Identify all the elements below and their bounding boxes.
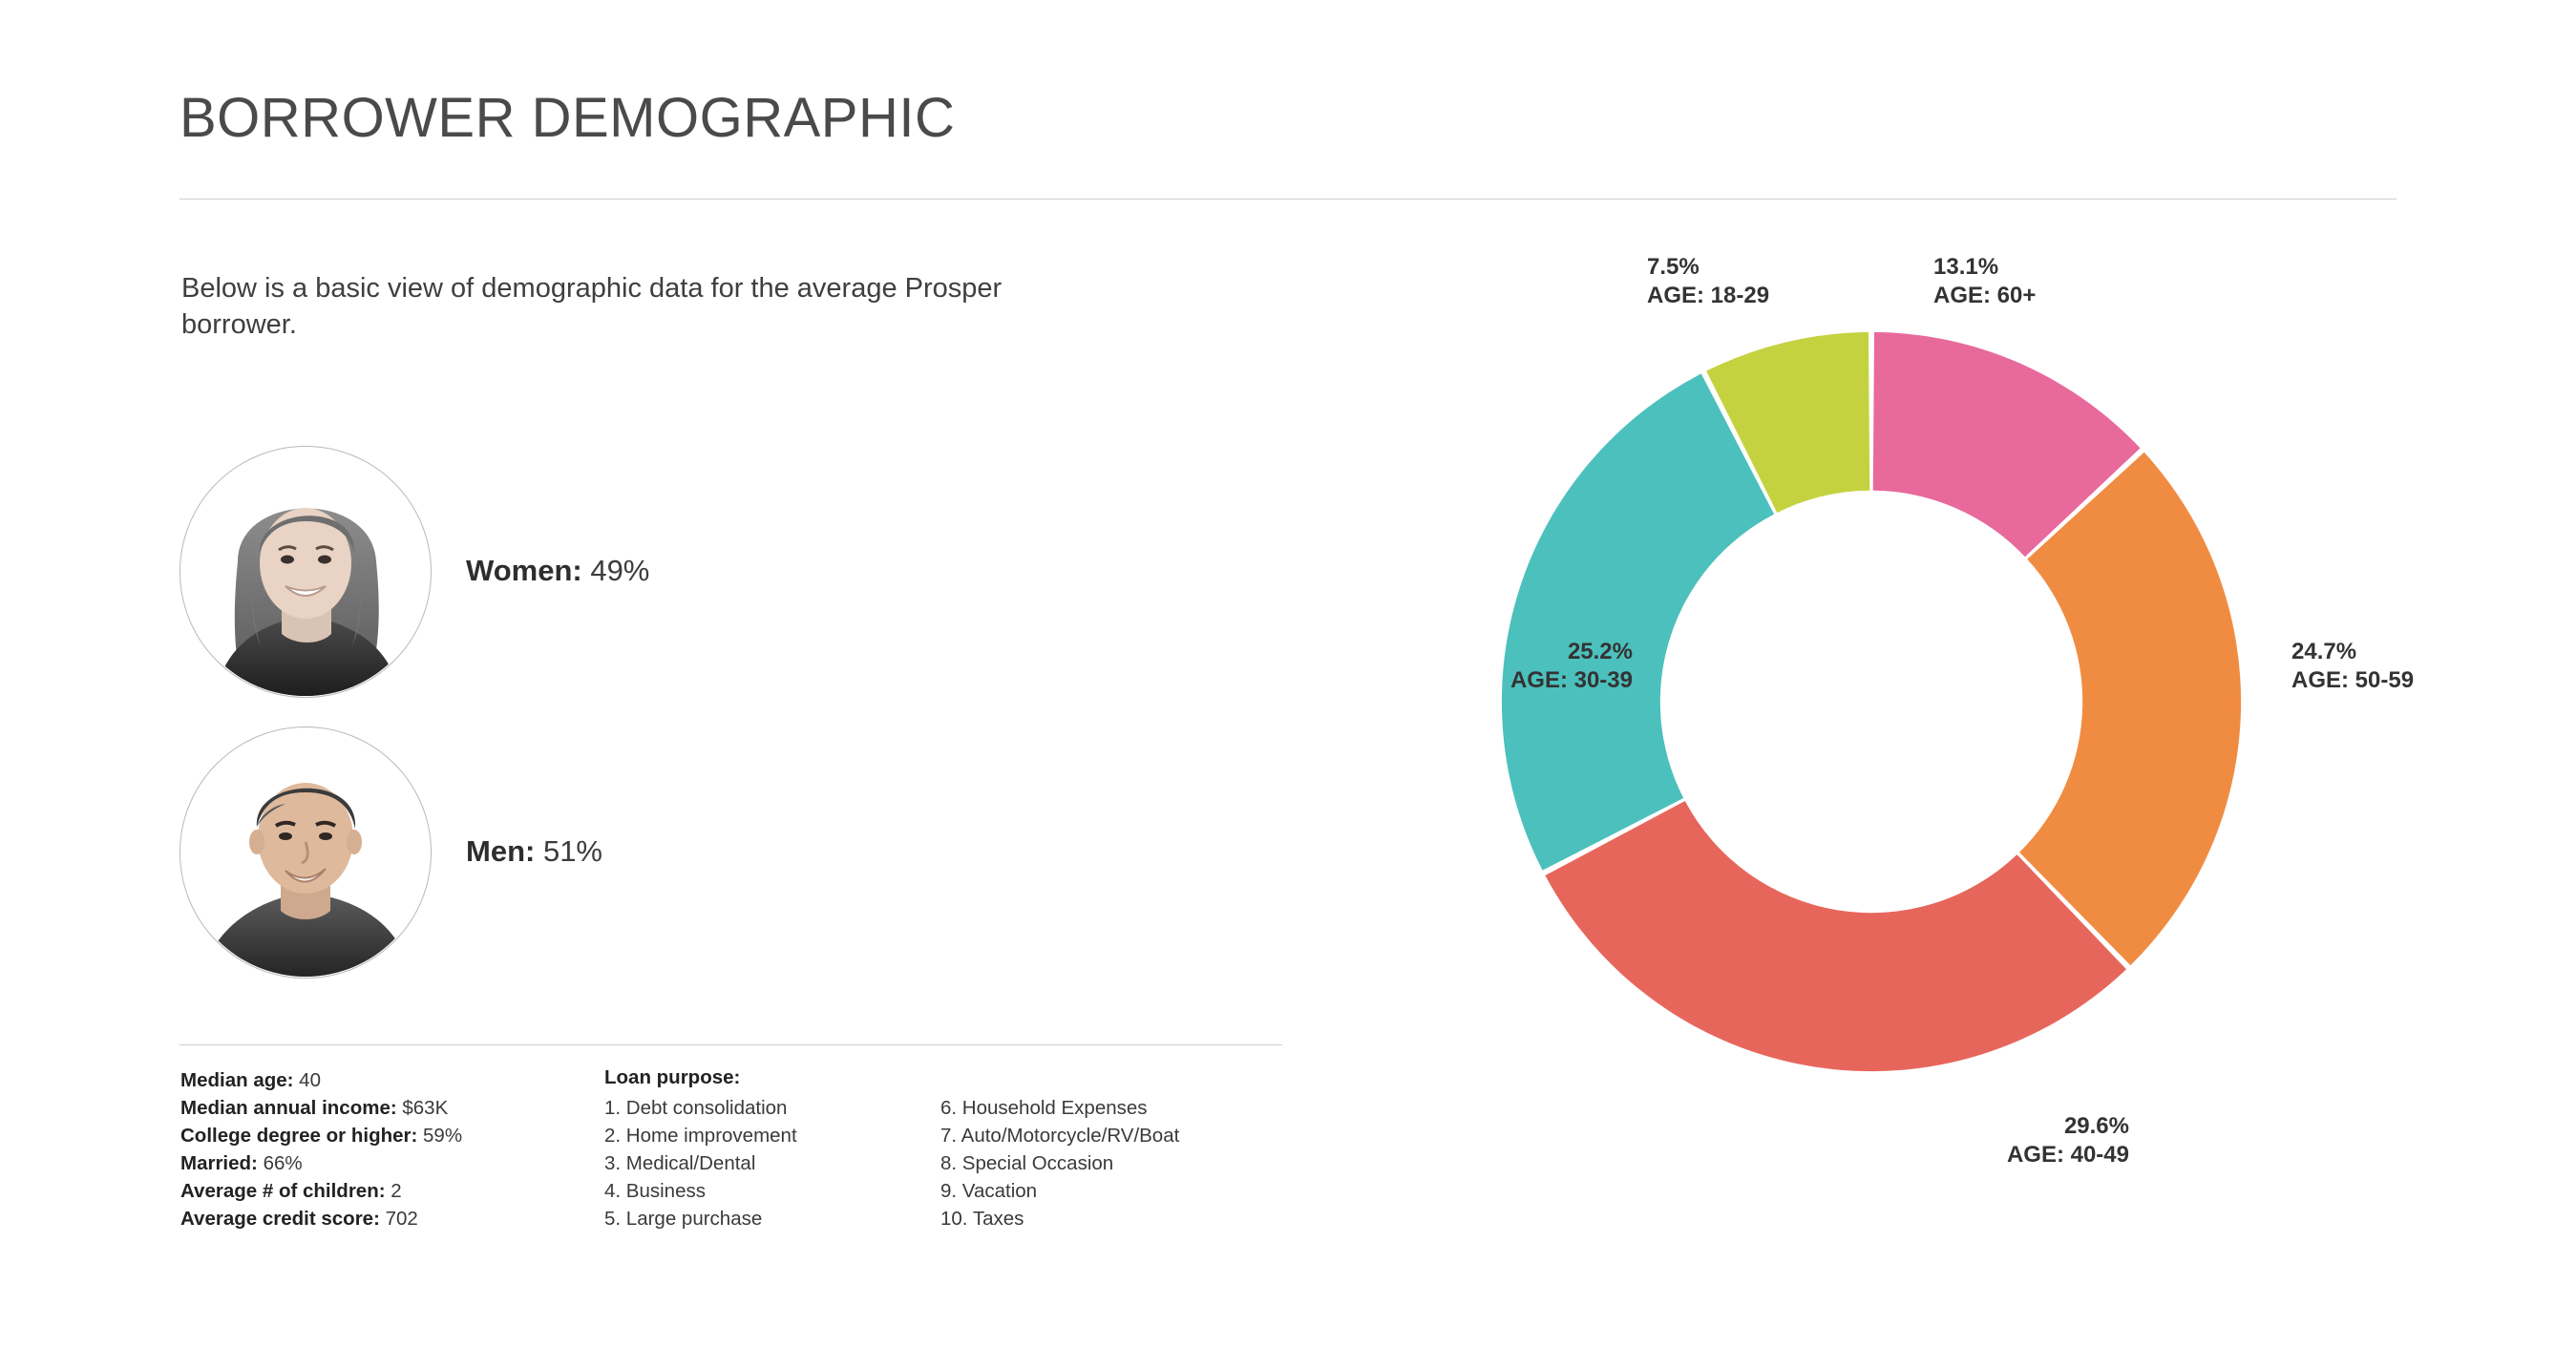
gender-row-women bbox=[179, 446, 650, 698]
slice-label-30-39 bbox=[1451, 638, 1633, 695]
men-label-text: Men: bbox=[466, 834, 536, 868]
list-item: 2. Home improvement bbox=[604, 1125, 797, 1147]
women-label-text: Women: bbox=[466, 554, 582, 587]
slice-percent: 7.5% bbox=[1647, 254, 1700, 280]
stat-value: 2 bbox=[391, 1180, 402, 1202]
avatar-woman bbox=[179, 446, 432, 698]
list-item: 5. Large purchase bbox=[604, 1208, 763, 1230]
stat-row bbox=[180, 1177, 462, 1205]
stat-label: Median annual income: bbox=[180, 1097, 397, 1119]
list-item: 7. Auto/Motorcycle/RV/Boat bbox=[940, 1125, 1180, 1147]
slice-label-60-plus bbox=[1933, 253, 2036, 310]
stats-divider bbox=[179, 1044, 1282, 1045]
slice-age: AGE: 40-49 bbox=[2006, 1142, 2129, 1168]
slice-age: AGE: 18-29 bbox=[1647, 283, 1770, 308]
loan-purpose-heading: Loan purpose: bbox=[604, 1066, 741, 1088]
slice-age: AGE: 60+ bbox=[1933, 283, 2037, 308]
stat-row bbox=[180, 1094, 462, 1122]
slice-percent: 25.2% bbox=[1567, 639, 1633, 664]
list-item: 6. Household Expenses bbox=[940, 1097, 1148, 1119]
stat-row bbox=[180, 1066, 462, 1094]
donut-svg bbox=[1494, 325, 2249, 1079]
slice-percent: 24.7% bbox=[2291, 639, 2357, 664]
man-portrait-icon bbox=[180, 727, 431, 978]
page-title: BORROWER DEMOGRAPHIC bbox=[179, 87, 956, 149]
men-value-text: 51% bbox=[542, 834, 602, 868]
slice-age: AGE: 30-39 bbox=[1510, 667, 1633, 693]
women-value-text: 49% bbox=[590, 554, 650, 587]
slice-label-50-59 bbox=[2291, 638, 2414, 695]
stat-label: Median age: bbox=[180, 1069, 294, 1091]
stat-row bbox=[180, 1122, 462, 1149]
age-donut-chart bbox=[1451, 220, 2454, 1222]
stat-value: 66% bbox=[263, 1152, 303, 1174]
stat-label: College degree or higher: bbox=[180, 1125, 418, 1147]
stat-label: Average # of children: bbox=[180, 1180, 386, 1202]
slice-age: AGE: 50-59 bbox=[2291, 667, 2415, 693]
stat-value: 40 bbox=[299, 1069, 321, 1091]
women-percentage-label bbox=[466, 554, 649, 588]
list-item: 10. Taxes bbox=[940, 1208, 1024, 1230]
slice-label-18-29 bbox=[1647, 253, 1769, 310]
list-item: 3. Medical/Dental bbox=[604, 1152, 756, 1174]
stat-value: $63K bbox=[402, 1097, 449, 1119]
donut-slices bbox=[1502, 332, 2241, 1071]
list-item: 8. Special Occasion bbox=[940, 1152, 1114, 1174]
intro-paragraph: Below is a basic view of demographic data for the average Prosper borrower. bbox=[181, 273, 1003, 341]
slice-label-40-49 bbox=[1852, 1112, 2129, 1169]
stat-row bbox=[180, 1149, 462, 1177]
gender-row-men bbox=[179, 727, 602, 979]
list-item: 1. Debt consolidation bbox=[604, 1097, 788, 1119]
title-divider bbox=[179, 199, 2397, 200]
woman-portrait-icon bbox=[180, 447, 431, 697]
stat-row bbox=[180, 1205, 462, 1232]
donut-slice-age-30-39 bbox=[1502, 373, 1774, 870]
list-item: 9. Vacation bbox=[940, 1180, 1038, 1202]
slice-percent: 13.1% bbox=[1933, 254, 1999, 280]
slice-percent: 29.6% bbox=[2063, 1113, 2129, 1139]
stats-list bbox=[180, 1066, 462, 1232]
stat-value: 59% bbox=[423, 1125, 463, 1147]
stat-label: Average credit score: bbox=[180, 1208, 380, 1230]
stat-value: 702 bbox=[385, 1208, 418, 1230]
men-percentage-label bbox=[466, 834, 602, 869]
list-item: 4. Business bbox=[604, 1180, 706, 1202]
loan-purpose-column-right bbox=[940, 1094, 1179, 1232]
loan-purpose-column-left bbox=[604, 1094, 797, 1232]
avatar-man bbox=[179, 727, 432, 979]
stat-label: Married: bbox=[180, 1152, 258, 1174]
